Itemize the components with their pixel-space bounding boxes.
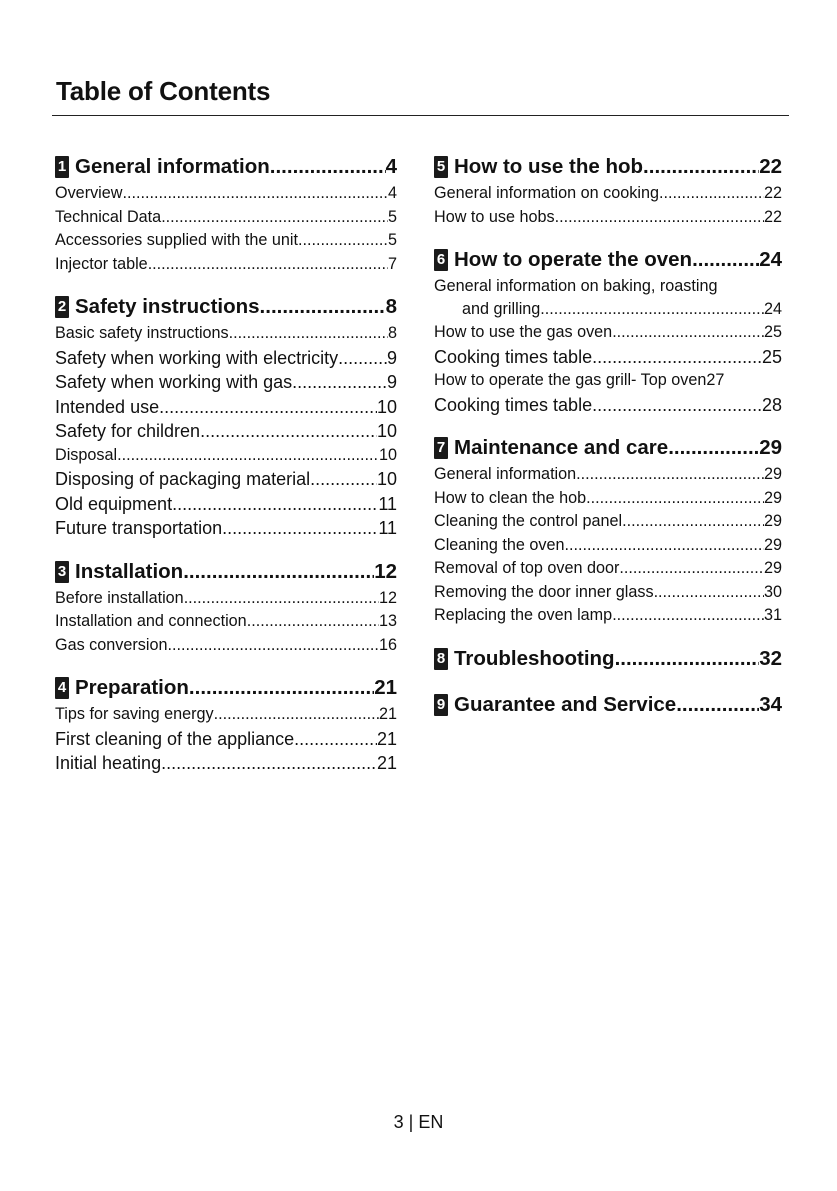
dot-leader xyxy=(540,298,764,321)
entry-text: Intended use xyxy=(55,396,160,417)
toc-entry[interactable] xyxy=(434,463,782,487)
toc-column-left xyxy=(55,152,397,792)
toc-entry[interactable] xyxy=(55,419,397,444)
toc-entry[interactable] xyxy=(434,393,782,418)
toc-entry[interactable] xyxy=(55,610,397,634)
entry-text: General information on cooking xyxy=(434,184,659,202)
section-heading[interactable] xyxy=(55,557,397,587)
entry-page-number: 29 xyxy=(763,535,782,554)
entry-text: First cleaning of the appliance xyxy=(55,728,295,749)
toc-section xyxy=(55,557,397,658)
dot-leader xyxy=(619,557,764,581)
toc-entry[interactable] xyxy=(434,345,782,370)
entry-text: Injector table xyxy=(55,254,148,273)
dot-leader xyxy=(294,727,377,752)
entry-text: Disposing of packaging material xyxy=(55,469,311,489)
entry-page-number: 31 xyxy=(763,606,782,624)
toc-entry[interactable] xyxy=(55,467,397,492)
dot-leader xyxy=(643,152,759,182)
toc-entry[interactable] xyxy=(434,557,782,581)
entry-page-number: 29 xyxy=(763,488,782,507)
page-title: Table of Contents xyxy=(56,76,271,106)
entry-text: How to clean the hob xyxy=(434,488,587,507)
dot-leader xyxy=(167,634,379,658)
section-heading[interactable] xyxy=(434,152,782,182)
dot-leader xyxy=(692,245,759,275)
toc-entry[interactable] xyxy=(434,510,782,534)
entry-text: General information on baking, roasting xyxy=(434,277,718,295)
entry-page-number: 10 xyxy=(376,396,397,417)
toc-entry[interactable] xyxy=(55,492,397,517)
page-footer: 3 | EN xyxy=(393,1112,444,1132)
entry-text: Initial heating xyxy=(55,753,162,773)
entry-page-number: 8 xyxy=(387,324,397,342)
entry-page-number: 21 xyxy=(376,753,397,773)
section-heading[interactable] xyxy=(55,673,397,703)
toc-entry[interactable] xyxy=(55,516,397,541)
toc-entry[interactable] xyxy=(55,751,397,776)
section-title: Maintenance and care xyxy=(454,436,669,459)
section-number-badge: 3 xyxy=(55,561,69,583)
section-page-number: 12 xyxy=(374,559,397,583)
section-page-number: 8 xyxy=(385,295,397,318)
dot-leader xyxy=(222,516,378,541)
section-page-number: 4 xyxy=(385,155,397,178)
dot-leader xyxy=(576,463,764,487)
entry-page-number: 27 xyxy=(706,371,725,389)
dot-leader xyxy=(214,703,379,727)
entry-text: and grilling xyxy=(462,300,541,318)
section-page-number: 29 xyxy=(759,436,782,459)
dot-leader xyxy=(592,393,762,418)
dot-leader xyxy=(654,581,764,605)
entry-page-number: 29 xyxy=(763,465,782,483)
entry-text: Basic safety instructions xyxy=(55,324,229,342)
entry-text: Cleaning the oven xyxy=(434,535,565,554)
entry-page-number: 5 xyxy=(387,231,397,249)
dot-leader xyxy=(184,587,379,611)
entry-page-number: 29 xyxy=(763,512,782,530)
entry-page-number: 10 xyxy=(378,445,397,464)
entry-page-number: 10 xyxy=(376,469,397,489)
toc-entry[interactable] xyxy=(55,322,397,346)
toc-entry[interactable] xyxy=(434,487,782,511)
toc-entry[interactable] xyxy=(434,581,782,605)
section-page-number: 24 xyxy=(759,248,782,271)
toc-entry[interactable] xyxy=(434,182,782,206)
section-heading[interactable] xyxy=(434,690,782,720)
dot-leader xyxy=(161,751,377,776)
entry-text: Removal of top oven door xyxy=(434,559,620,577)
dot-leader xyxy=(615,644,760,674)
entry-text: Safety when working with electricity xyxy=(55,347,339,368)
entry-text: Old equipment xyxy=(55,493,173,514)
toc-entry[interactable] xyxy=(434,369,782,393)
entry-page-number: 22 xyxy=(763,184,782,202)
entry-text: Future transportation xyxy=(55,518,223,538)
section-number-badge: 2 xyxy=(55,296,69,318)
entry-continuation xyxy=(434,298,782,321)
entry-text: Safety for children xyxy=(55,421,201,441)
dot-leader xyxy=(172,492,378,517)
section-title: How to operate the oven xyxy=(454,248,693,271)
entry-page-number: 28 xyxy=(761,394,782,415)
entry-text: General information xyxy=(434,465,577,483)
entry-page-number: 11 xyxy=(378,493,397,514)
dot-leader xyxy=(247,610,379,634)
dot-leader xyxy=(310,467,377,492)
section-page-number: 22 xyxy=(759,155,782,178)
toc-entry[interactable] xyxy=(55,395,397,420)
entry-text: Overview xyxy=(55,184,123,202)
dot-leader xyxy=(298,229,388,253)
entry-page-number: 29 xyxy=(763,559,782,577)
toc-entry[interactable] xyxy=(434,206,782,230)
toc-entry[interactable] xyxy=(434,604,782,628)
entry-page-number: 25 xyxy=(763,323,782,341)
dot-leader xyxy=(117,444,379,468)
entry-text: Safety when working with gas xyxy=(55,372,293,392)
section-number-badge: 1 xyxy=(55,156,69,178)
toc-section xyxy=(434,152,782,229)
dot-leader xyxy=(659,182,764,206)
entry-page-number: 16 xyxy=(378,635,397,654)
entry-page-number: 30 xyxy=(763,582,782,601)
toc-entry[interactable] xyxy=(55,206,397,230)
entry-page-number: 9 xyxy=(386,347,397,368)
entry-page-number: 21 xyxy=(378,705,397,723)
toc-entry[interactable] xyxy=(55,634,397,658)
section-title: Installation xyxy=(75,559,184,583)
dot-leader xyxy=(338,346,387,371)
section-heading[interactable] xyxy=(434,245,782,275)
dot-leader xyxy=(586,487,764,511)
dot-leader xyxy=(612,321,764,345)
section-heading[interactable] xyxy=(434,433,782,463)
entry-text: Removing the door inner glass xyxy=(434,582,654,601)
section-page-number: 34 xyxy=(759,692,782,716)
section-page-number: 32 xyxy=(759,646,782,670)
title-divider xyxy=(52,115,789,116)
section-number-badge: 6 xyxy=(434,249,448,271)
toc-section xyxy=(55,292,397,541)
toc-entry[interactable] xyxy=(55,370,397,395)
entry-page-number: 5 xyxy=(387,207,397,226)
entry-text: Tips for saving energy xyxy=(55,705,214,723)
dot-leader xyxy=(200,419,377,444)
entry-page-number: 12 xyxy=(378,588,397,607)
toc-entry[interactable] xyxy=(55,444,397,468)
dot-leader xyxy=(592,345,762,370)
entry-page-number: 13 xyxy=(378,612,397,630)
toc-section xyxy=(55,152,397,276)
dot-leader xyxy=(189,673,374,703)
section-title: Preparation xyxy=(75,676,189,699)
section-title: General information xyxy=(75,155,270,178)
entry-page-number: 25 xyxy=(761,346,782,367)
section-heading[interactable] xyxy=(55,152,397,182)
dot-leader xyxy=(161,206,388,230)
toc-section xyxy=(434,433,782,628)
section-number-badge: 7 xyxy=(434,437,448,459)
section-number-badge: 9 xyxy=(434,694,448,716)
entry-text: Cooking times table xyxy=(434,346,593,367)
dot-leader xyxy=(229,322,388,346)
entry-text: Cooking times table xyxy=(434,394,593,415)
entry-text: Accessories supplied with the unit xyxy=(55,231,298,249)
toc-entry[interactable] xyxy=(55,229,397,253)
dot-leader xyxy=(555,206,764,230)
section-number-badge: 8 xyxy=(434,648,448,670)
toc-section xyxy=(434,644,782,674)
dot-leader xyxy=(612,604,764,628)
section-title: Safety instructions xyxy=(75,295,260,318)
entry-page-number: 22 xyxy=(763,207,782,226)
toc-entry[interactable] xyxy=(434,321,782,345)
section-number-badge: 5 xyxy=(434,156,448,178)
toc-section xyxy=(434,690,782,720)
dot-leader xyxy=(676,690,759,720)
toc-entry[interactable] xyxy=(55,182,397,206)
section-title: How to use the hob xyxy=(454,155,644,178)
entry-text: How to operate the gas grill- Top oven xyxy=(434,371,707,389)
entry-text: Before installation xyxy=(55,588,184,607)
entry-page-number: 7 xyxy=(387,254,397,273)
dot-leader xyxy=(292,370,387,395)
toc-entry[interactable] xyxy=(55,587,397,611)
entry-text: How to use hobs xyxy=(434,207,555,226)
entry-page-number: 24 xyxy=(763,300,782,318)
entry-page-number: 21 xyxy=(376,728,397,749)
toc-entry[interactable] xyxy=(55,253,397,277)
dot-leader xyxy=(183,557,374,587)
section-number-badge: 4 xyxy=(55,677,69,699)
section-title: Guarantee and Service xyxy=(454,692,677,716)
dot-leader xyxy=(148,253,388,277)
entry-text: Installation and connection xyxy=(55,612,247,630)
dot-leader xyxy=(122,182,388,206)
entry-page-number: 9 xyxy=(386,372,397,392)
entry-text: Technical Data xyxy=(55,207,162,226)
toc-section xyxy=(434,245,782,417)
entry-text: Cleaning the control panel xyxy=(434,512,623,530)
toc-entry[interactable] xyxy=(434,275,782,321)
section-page-number: 21 xyxy=(374,676,397,699)
entry-text: How to use the gas oven xyxy=(434,323,613,341)
dot-leader xyxy=(668,433,759,463)
dot-leader xyxy=(159,395,377,420)
entry-text: Disposal xyxy=(55,445,118,464)
toc-entry[interactable] xyxy=(55,703,397,727)
dot-leader xyxy=(260,292,386,322)
entry-text: Replacing the oven lamp xyxy=(434,606,613,624)
section-title: Troubleshooting xyxy=(454,646,615,670)
entry-text: Gas conversion xyxy=(55,635,168,654)
entry-page-number: 11 xyxy=(378,518,397,538)
section-heading[interactable] xyxy=(434,644,782,674)
dot-leader xyxy=(270,152,386,182)
entry-page-number: 10 xyxy=(376,421,397,441)
section-heading[interactable] xyxy=(55,292,397,322)
toc-column-right xyxy=(434,152,782,736)
entry-page-number: 4 xyxy=(387,184,397,202)
dot-leader xyxy=(565,534,764,558)
toc-section xyxy=(55,673,397,776)
dot-leader xyxy=(622,510,764,534)
toc-entry[interactable] xyxy=(55,346,397,371)
toc-entry[interactable] xyxy=(434,534,782,558)
toc-entry[interactable] xyxy=(55,727,397,752)
